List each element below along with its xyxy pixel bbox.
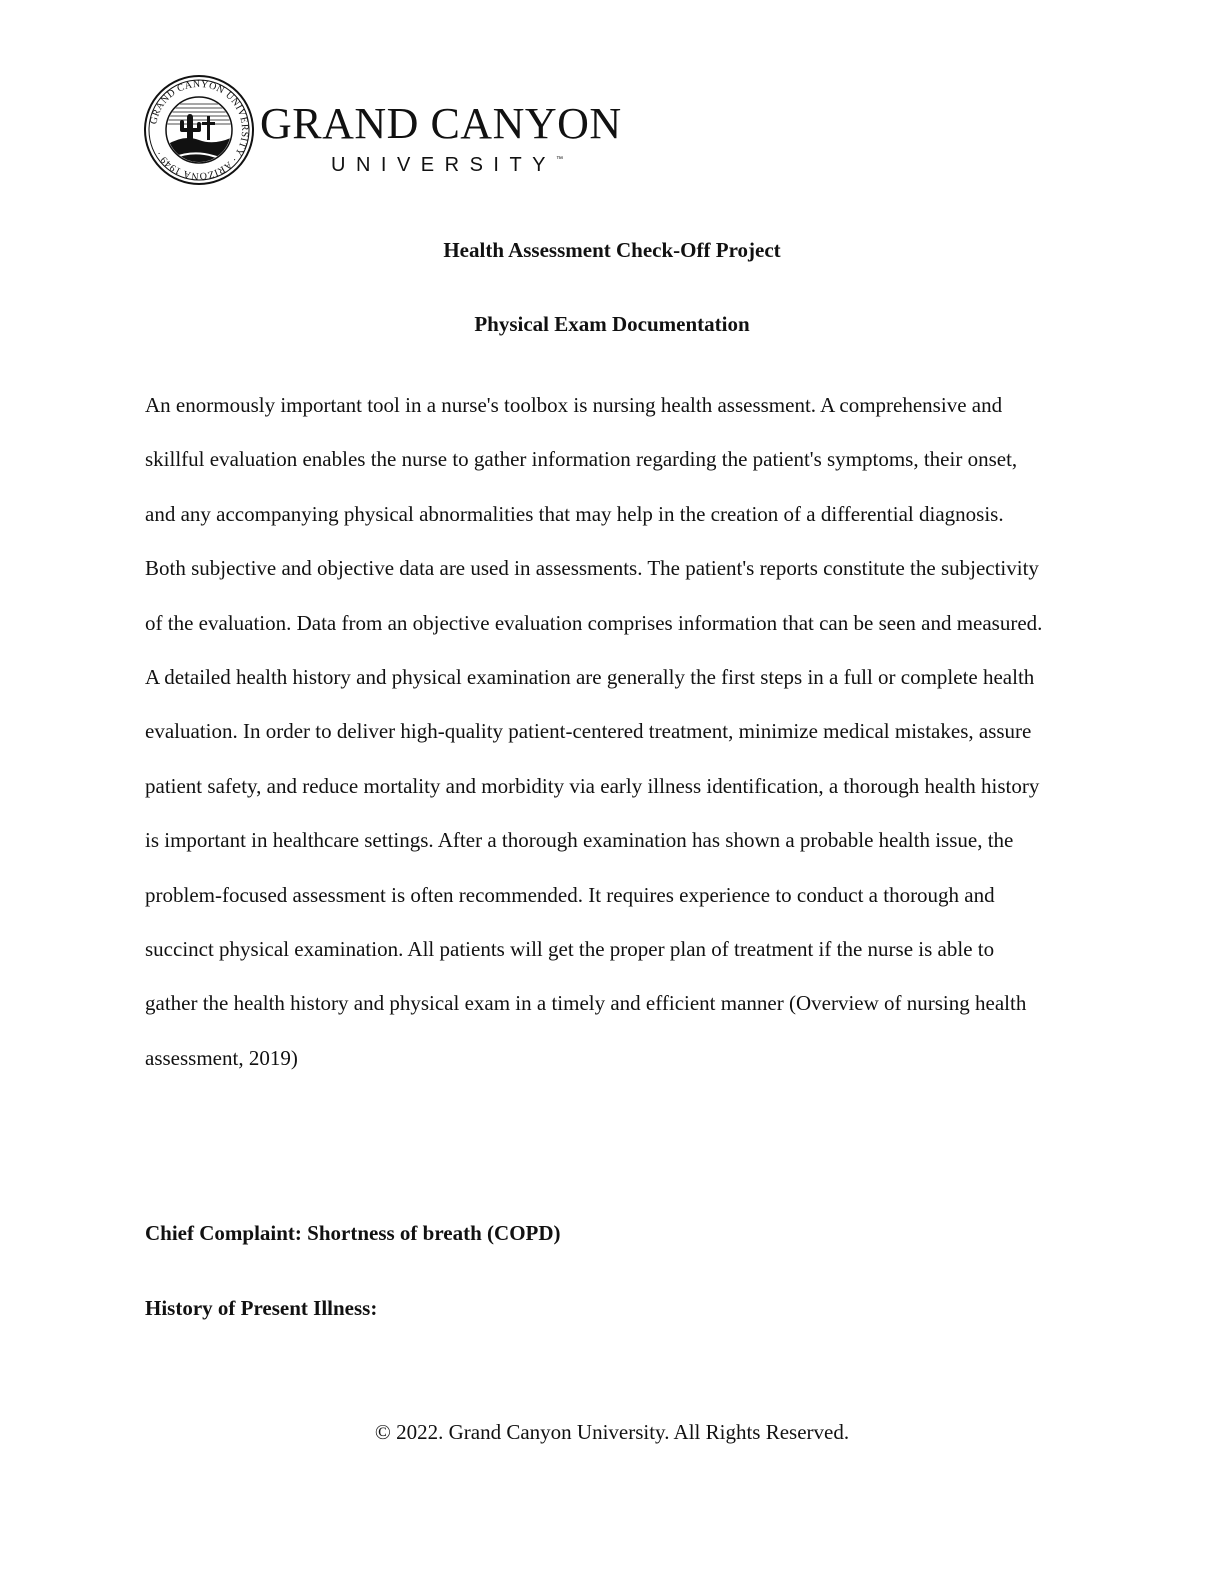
university-logo (143, 74, 633, 186)
chief-complaint-heading: Chief Complaint: Shortness of breath (COPD) (145, 1221, 561, 1245)
svg-text:GRAND CANYON UNIVERSITY · ARIZ: GRAND CANYON UNIVERSITY · ARIZONA 1949 · (148, 78, 251, 182)
copyright-footer: © 2022. Grand Canyon University. All Rights Reserved. (374, 1420, 850, 1444)
university-seal-icon (143, 74, 255, 186)
logo-subtitle-text: UNIVERSITY (331, 154, 557, 176)
intro-paragraph: An enormously important tool in a nurse's toolbox is nursing health assessment. A comprehensive and skillful evaluation enables the nurse to gather information regarding the patient's symptoms, their onset, and any accompanying physical abnormalities that may help in the creation of a differential diagnosis. Both subjective and objective data are used in assessments. The patient's reports constitute the subjectivity of the evaluation. Data from an objective evaluation comprises information that can be seen and measured. A detailed health history and physical examination are generally the first steps in a full or complete health evaluation. In order to deliver high-quality patient-centered treatment, minimize medical mistakes, assure patient safety, and reduce mortality and morbidity via early illness identification, a thorough health history is important in healthcare settings. After a thorough examination has shown a probable health issue, the problem-focused assessment is often recommended. It requires experience to conduct a thorough and succinct physical examination. All patients will get the proper plan of treatment if the nurse is able to gather the health history and physical exam in a timely and efficient manner (Overview of nursing health assessment, 2019) (145, 393, 1043, 1070)
logo-subtitle (331, 154, 563, 177)
history-present-illness-heading: History of Present Illness: (145, 1296, 378, 1320)
logo-wordmark: GRAND CANYON (260, 99, 622, 148)
trademark-symbol: ™ (556, 156, 564, 163)
document-title: Health Assessment Check-Off Project (443, 238, 781, 262)
document-subtitle: Physical Exam Documentation (474, 312, 750, 336)
